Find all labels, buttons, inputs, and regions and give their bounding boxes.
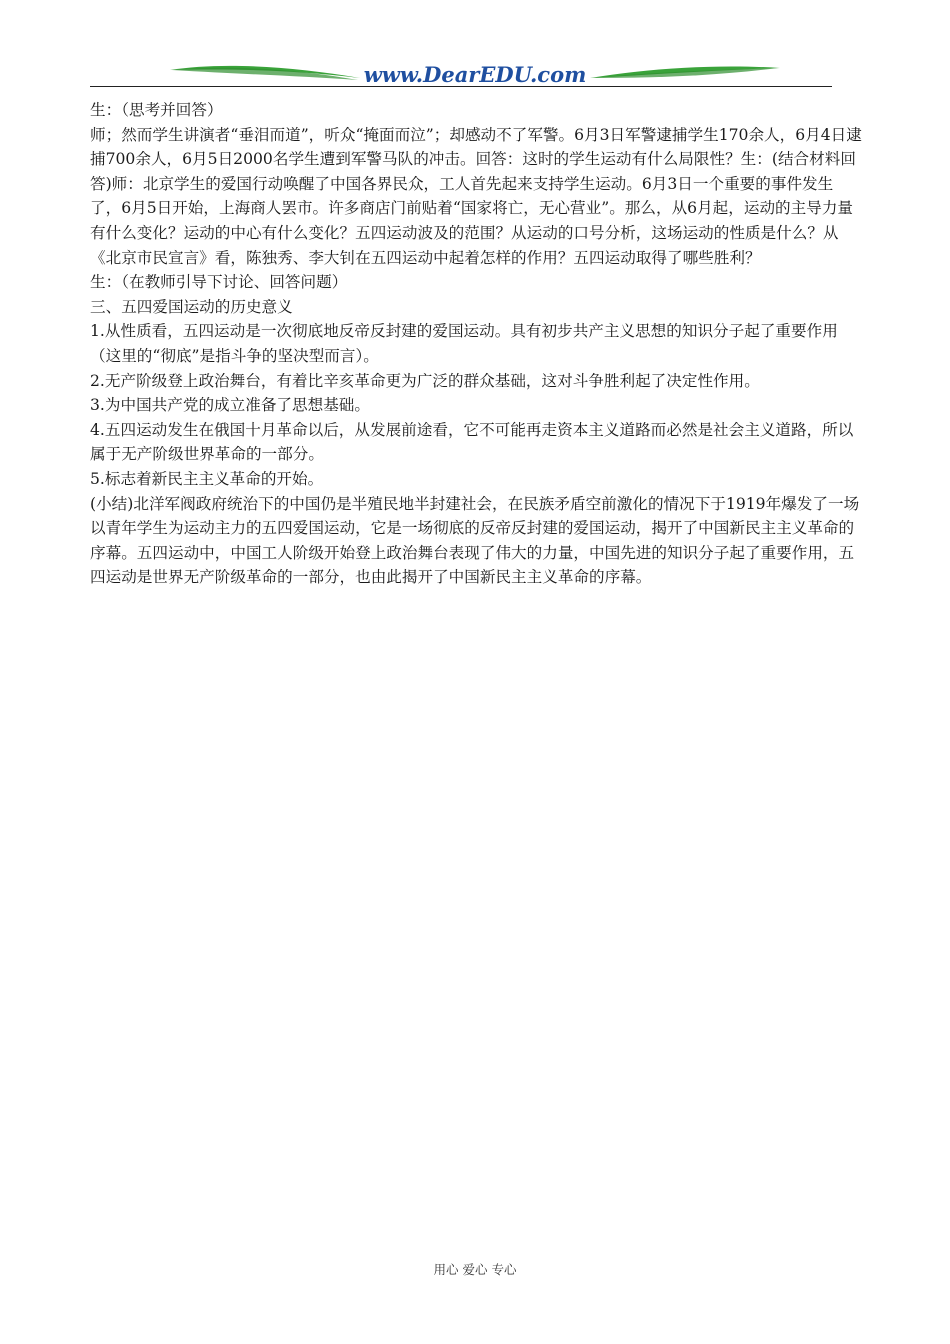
page-footer: 用心 爱心 专心 (433, 1262, 517, 1277)
list-item: 5.标志着新民主主义革命的开始。 (90, 469, 324, 488)
list-item: 2.无产阶级登上政治舞台，有着比辛亥革命更为广泛的群众基础，这对斗争胜利起了决定性作用。 (90, 371, 760, 390)
list-item: 1.从性质看，五四运动是一次彻底地反帝反封建的爱国运动。具有初步共产主义思想的知识分子起了重要作用（这里的“彻底”是指斗争的坚决型而言）。 (90, 322, 838, 365)
header-divider (90, 86, 832, 87)
header-logo (90, 56, 832, 90)
list-item: 4.五四运动发生在俄国十月革命以后，从发展前途看，它不可能再走资本主义道路而必然是社会主义道路，所以属于无产阶级世界革命的一部分。 (90, 420, 854, 464)
paragraph: 师；然而学生讲演者“垂泪而道”，听众“掩面而泣”；却感动不了军警。6月3日军警逮捕学生170余人，6月4日逮捕700余人，6月5日2000名学生遭到军警马队的冲击。回答：这时的学生运动有什么局限性？生：(结合材料回答)师：北京学生的爱国行动唤醒了中国各界民众，工人首先起来支持学生运动。6月3日一个重要的事件发生了，6月5日开始，上海商人罢市。许多商店门前贴着“国家将亡，无心营业”。那么，从6月起，运动的主导力量有什么变化？运动的中心有什么变化？五四运动波及的范围？从运动的口号分析，这场运动的性质是什么？从《北京市民宣言》看，陈独秀、李大钊在五四运动中起着怎样的作用？五四运动取得了哪些胜利？ (90, 125, 862, 267)
section-heading: 三、五四爱国运动的历史意义 (90, 297, 293, 316)
paragraph: 生：（思考并回答） (90, 101, 223, 119)
logo-text: www.DearEDU.com (363, 62, 587, 87)
paragraph: 生：（在教师引导下讨论、回答问题） (90, 273, 348, 292)
summary-paragraph: (小结)北洋军阀政府统治下的中国仍是半殖民地半封建社会，在民族矛盾空前激化的情况下于1919年爆发了一场以青年学生为运动主力的五四爱国运动，它是一场彻底的反帝反封建的爱国运动，揭开了中国新民主主义革命的序幕。五四运动中，中国工人阶级开始登上政治舞台表现了伟大的力量，中国先进的知识分子起了重要作用，五四运动是世界无产阶级革命的一部分，也由此揭开了中国新民主主义革命的序幕。 (90, 494, 860, 587)
document-body (90, 98, 862, 590)
page-header (90, 56, 832, 90)
list-item: 3.为中国共产党的成立准备了思想基础。 (90, 396, 370, 415)
